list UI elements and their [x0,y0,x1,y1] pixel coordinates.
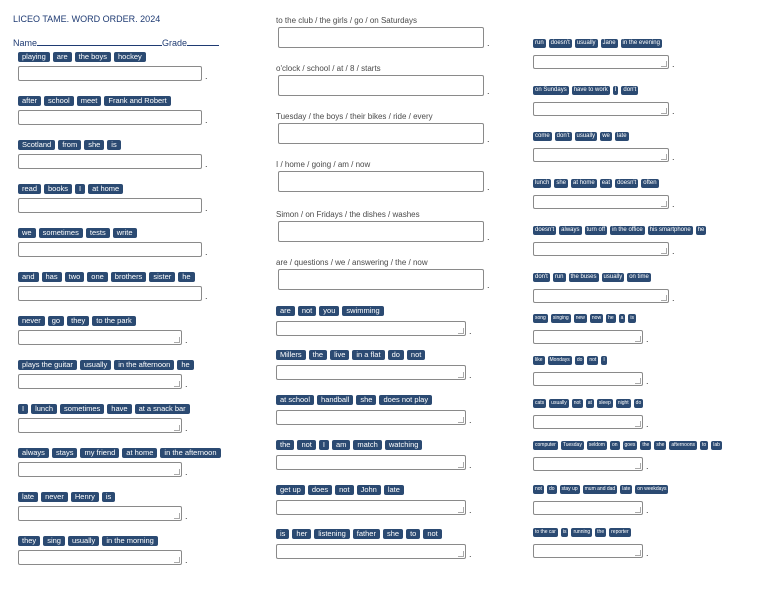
word-chip-row [18,536,161,546]
sentence-period: . [487,280,490,290]
word-chip: match [353,440,381,450]
word-chip: Millers [276,350,306,360]
word-prompt: o'clock / school / at / 8 / starts [276,64,381,73]
answer-field[interactable] [533,148,669,162]
word-chip: a [620,315,624,321]
sentence-period: . [672,246,675,256]
word-chip-row [18,448,224,458]
word-prompt: are / questions / we / answering / the / now [276,258,428,267]
word-chip: not [573,400,581,406]
word-chip-row [18,316,139,326]
word-chip: in the office [612,227,643,233]
word-chip: school [44,96,74,106]
word-chip: live [330,350,349,360]
word-chip: are [276,306,295,316]
word-chip: do [548,486,555,492]
word-chip: on Sundays [535,87,567,93]
word-chip: she [383,529,403,539]
word-chip-row [18,492,118,502]
word-chip: run [554,274,564,280]
word-chip-row [533,179,662,188]
answer-field[interactable] [278,221,484,242]
word-chip: she [84,140,104,150]
word-chip: do [635,400,642,406]
answer-field[interactable] [276,365,466,380]
word-chip: not [589,357,597,363]
sentence-period: . [205,291,208,301]
answer-field[interactable] [278,171,484,192]
sentence-period: . [205,247,208,257]
word-chip-row [533,356,610,365]
word-chip: reporter [611,529,629,535]
word-chip: sometimes [39,228,83,238]
word-chip: cats [535,400,545,406]
word-chip: in the evening [622,40,660,46]
word-chip: lunch [535,180,550,186]
answer-field[interactable] [533,372,643,386]
word-chip-row [18,96,174,106]
name-grade-line [13,37,219,48]
word-chip: come [535,133,550,139]
word-chip: usually [576,40,596,46]
answer-field[interactable] [18,374,182,389]
answer-field[interactable] [533,195,669,209]
name-label: Name [13,38,38,48]
word-chip: go [48,316,64,326]
word-chip: am [332,440,350,450]
word-chip: run [535,40,544,46]
word-chip-row [533,226,709,235]
word-chip: never [18,316,45,326]
answer-field[interactable] [276,455,466,470]
word-chip: he [697,227,705,233]
word-chip: the [309,350,327,360]
word-chip: brothers [111,272,147,282]
word-chip: Frank and Robert [104,96,170,106]
answer-field[interactable] [533,242,669,256]
sentence-period: . [205,115,208,125]
word-chip: has [42,272,62,282]
word-chip-row [533,86,641,95]
answer-field[interactable] [18,242,202,257]
word-chip-row [276,440,425,450]
word-chip: mum and dad [584,486,616,492]
word-chip: write [113,228,137,238]
sentence-period: . [646,376,649,386]
word-chip: night [617,400,629,406]
word-chip: usually [603,274,623,280]
word-chip: now [591,315,602,321]
word-chip: doesn't [535,227,555,233]
word-chip: his smartphone [649,227,691,233]
word-chip: always [561,227,580,233]
word-chip: to the park [92,316,135,326]
word-chip: in the morning [102,536,158,546]
answer-field[interactable] [18,462,182,477]
sentence-period: . [646,548,649,558]
word-chip: song [535,315,546,321]
word-chip: swimming [342,306,383,316]
sentence-period: . [672,59,675,69]
word-chip-row [18,140,124,150]
word-chip: not [298,306,316,316]
sentence-period: . [205,71,208,81]
answer-field[interactable] [278,123,484,144]
word-chip: stays [52,448,78,458]
answer-field[interactable] [533,289,669,303]
word-chip: he [608,315,614,321]
word-chip-row [18,184,126,194]
word-chip: is [102,492,115,502]
word-chip: singing [552,315,569,321]
word-chip: lab [713,442,720,448]
word-chip: to the car [535,529,556,535]
word-chip: playing [18,52,50,62]
word-chip: watching [385,440,423,450]
word-chip: I [614,87,617,93]
sentence-period: . [672,199,675,209]
word-chip-row [533,314,639,323]
word-chip: from [58,140,81,150]
sentence-period: . [469,549,472,559]
word-chip: handball [317,395,353,405]
word-chip: at [587,400,592,406]
sentence-period: . [487,232,490,242]
word-chip: she [556,180,567,186]
word-chip: are [53,52,72,62]
word-chip: meet [77,96,102,106]
word-chip: plays the guitar [18,360,77,370]
word-chip: late [622,486,631,492]
answer-field[interactable] [18,154,202,169]
word-chip-row [533,528,634,537]
sentence-period: . [469,370,472,380]
answer-field[interactable] [533,501,643,515]
answer-field[interactable] [18,330,182,345]
word-chip: late [384,485,404,495]
answer-field[interactable] [533,457,643,471]
word-chip: running [573,529,591,535]
answer-field[interactable] [18,110,202,125]
word-chip: not [335,485,353,495]
word-chip: like [535,357,543,363]
word-chip: and [18,272,39,282]
answer-field[interactable] [278,269,484,290]
word-chip: they [18,536,40,546]
answer-field[interactable] [276,544,466,559]
word-chip: don't [556,133,570,139]
sentence-period: . [205,159,208,169]
word-chip: doesn't [550,40,570,46]
answer-field[interactable] [276,500,466,515]
sentence-period: . [185,511,188,521]
word-chip: turn off [586,227,606,233]
word-chip: sleep [598,400,611,406]
answer-field[interactable] [18,198,202,213]
word-chip: she [656,442,665,448]
worksheet-title: LICEO TAME. WORD ORDER. 2024 [13,14,161,24]
word-chip: does [308,485,332,495]
word-chip: sister [149,272,175,282]
word-chip: do [576,357,583,363]
word-chip-row [276,529,445,539]
word-prompt: to the club / the girls / go / on Saturdays [276,16,417,25]
word-chip: sing [43,536,65,546]
word-chip-row [18,228,140,238]
answer-field[interactable] [18,418,182,433]
word-chip: Scotland [18,140,55,150]
word-chip: usually [68,536,99,546]
word-chip: at school [276,395,314,405]
word-chip: don't [535,274,548,280]
word-chip: John [357,485,381,495]
word-chip-row [533,399,646,408]
sentence-period: . [646,461,649,471]
word-chip: usually [576,133,596,139]
word-chip-row [18,52,149,62]
word-chip: I [18,404,28,414]
word-chip-row [533,132,632,141]
word-chip: to [702,442,707,448]
word-chip: lunch [31,404,57,414]
word-chip: on [611,442,618,448]
sentence-period: . [185,555,188,565]
word-chip-row [276,395,435,405]
sentence-period: . [646,505,649,515]
word-chip: I [603,357,605,363]
word-chip: my friend [80,448,119,458]
sentence-period: . [469,460,472,470]
word-chip: books [44,184,72,194]
word-chip: in the afternoon [114,360,174,370]
answer-field[interactable] [276,410,466,425]
word-chip: at home [88,184,123,194]
word-chip: not [407,350,425,360]
word-chip: late [18,492,38,502]
sentence-period: . [185,335,188,345]
word-chip-row [533,39,665,48]
word-chip: she [356,395,376,405]
word-chip: hockey [114,52,146,62]
word-chip: Tuesday [562,442,582,448]
word-chip-row [533,485,671,494]
sentence-period: . [487,182,490,192]
word-prompt: Tuesday / the boys / their bikes / ride / every [276,112,433,121]
word-chip: the [276,440,294,450]
word-chip: read [18,184,41,194]
sentence-period: . [487,86,490,96]
word-chip: tests [86,228,110,238]
word-chip: computer [535,442,556,448]
sentence-period: . [646,334,649,344]
word-chip: goes [624,442,636,448]
word-chip: you [319,306,339,316]
word-chip: not [297,440,315,450]
word-chip: stay up [561,486,578,492]
sentence-period: . [672,293,675,303]
word-chip: one [87,272,108,282]
word-chip: at home [573,180,595,186]
answer-field[interactable] [278,75,484,96]
word-prompt: Simon / on Fridays / the dishes / washes [276,210,420,219]
word-chip: after [18,96,41,106]
answer-field[interactable] [18,66,202,81]
word-chip: is [107,140,120,150]
word-chip: is [276,529,289,539]
word-chip: Mondays [549,357,570,363]
word-chip: doesn't [617,180,637,186]
sentence-period: . [469,415,472,425]
word-chip: sometimes [60,404,104,414]
word-chip: is [630,315,635,321]
sentence-period: . [646,419,649,429]
answer-field[interactable] [18,550,182,565]
word-chip: listening [314,529,350,539]
word-chip: does not play [379,395,432,405]
word-chip: often [643,180,657,186]
word-chip: we [18,228,36,238]
word-chip: late [616,133,627,139]
word-chip: is [562,529,567,535]
sentence-period: . [185,379,188,389]
word-chip-row [18,360,197,370]
word-chip: in the afternoon [160,448,220,458]
word-chip: do [388,350,404,360]
word-chip: the [642,442,650,448]
word-chip: he [177,360,193,370]
word-chip: usually [551,400,567,406]
word-chip-row [276,485,407,495]
word-chip: I [319,440,329,450]
word-chip: always [18,448,49,458]
word-chip: the buses [570,274,597,280]
sentence-period: . [185,467,188,477]
word-chip: they [67,316,89,326]
word-chip: father [353,529,380,539]
word-chip: eat [601,180,611,186]
sentence-period: . [487,38,490,48]
word-chip: on weekdays [637,486,667,492]
word-chip: don't [623,87,637,93]
word-chip: at a snack bar [135,404,190,414]
word-chip: at home [122,448,157,458]
word-chip: never [41,492,68,502]
word-chip-row [18,404,193,414]
word-chip: have [107,404,131,414]
sentence-period: . [185,423,188,433]
word-chip-row [18,272,198,282]
answer-field[interactable] [533,330,643,344]
word-prompt: I / home / going / am / now [276,160,371,169]
word-chip: not [535,486,542,492]
sentence-period: . [469,505,472,515]
word-chip-row [276,306,387,316]
sentence-period: . [469,326,472,336]
word-chip: on time [629,274,649,280]
word-chip-row [276,350,428,360]
sentence-period: . [205,203,208,213]
grade-label: Grade [162,38,188,48]
word-chip: I [75,184,85,194]
answer-field[interactable] [533,415,643,429]
word-chip: Henry [71,492,99,502]
word-chip: not [423,529,441,539]
word-chip: have to work [573,87,608,93]
answer-field[interactable] [278,27,484,48]
word-chip: get up [276,485,305,495]
word-chip: the [597,529,605,535]
answer-field[interactable] [18,286,202,301]
answer-field[interactable] [276,321,466,336]
word-chip: usually [80,360,111,370]
word-chip: her [292,529,311,539]
word-chip: he [178,272,194,282]
word-chip-row [533,273,654,282]
answer-field[interactable] [533,55,669,69]
word-chip: in a flat [352,350,384,360]
word-chip: new [575,315,585,321]
answer-field[interactable] [533,544,643,558]
word-chip: afternoons [671,442,696,448]
word-chip: two [65,272,85,282]
sentence-period: . [672,152,675,162]
word-chip-row [533,441,725,450]
word-chip: the boys [75,52,111,62]
word-chip: we [602,133,610,139]
word-chip: seldom [588,442,605,448]
sentence-period: . [672,106,675,116]
word-chip: Jane [602,40,616,46]
word-chip: to [406,529,420,539]
sentence-period: . [487,134,490,144]
answer-field[interactable] [533,102,669,116]
answer-field[interactable] [18,506,182,521]
